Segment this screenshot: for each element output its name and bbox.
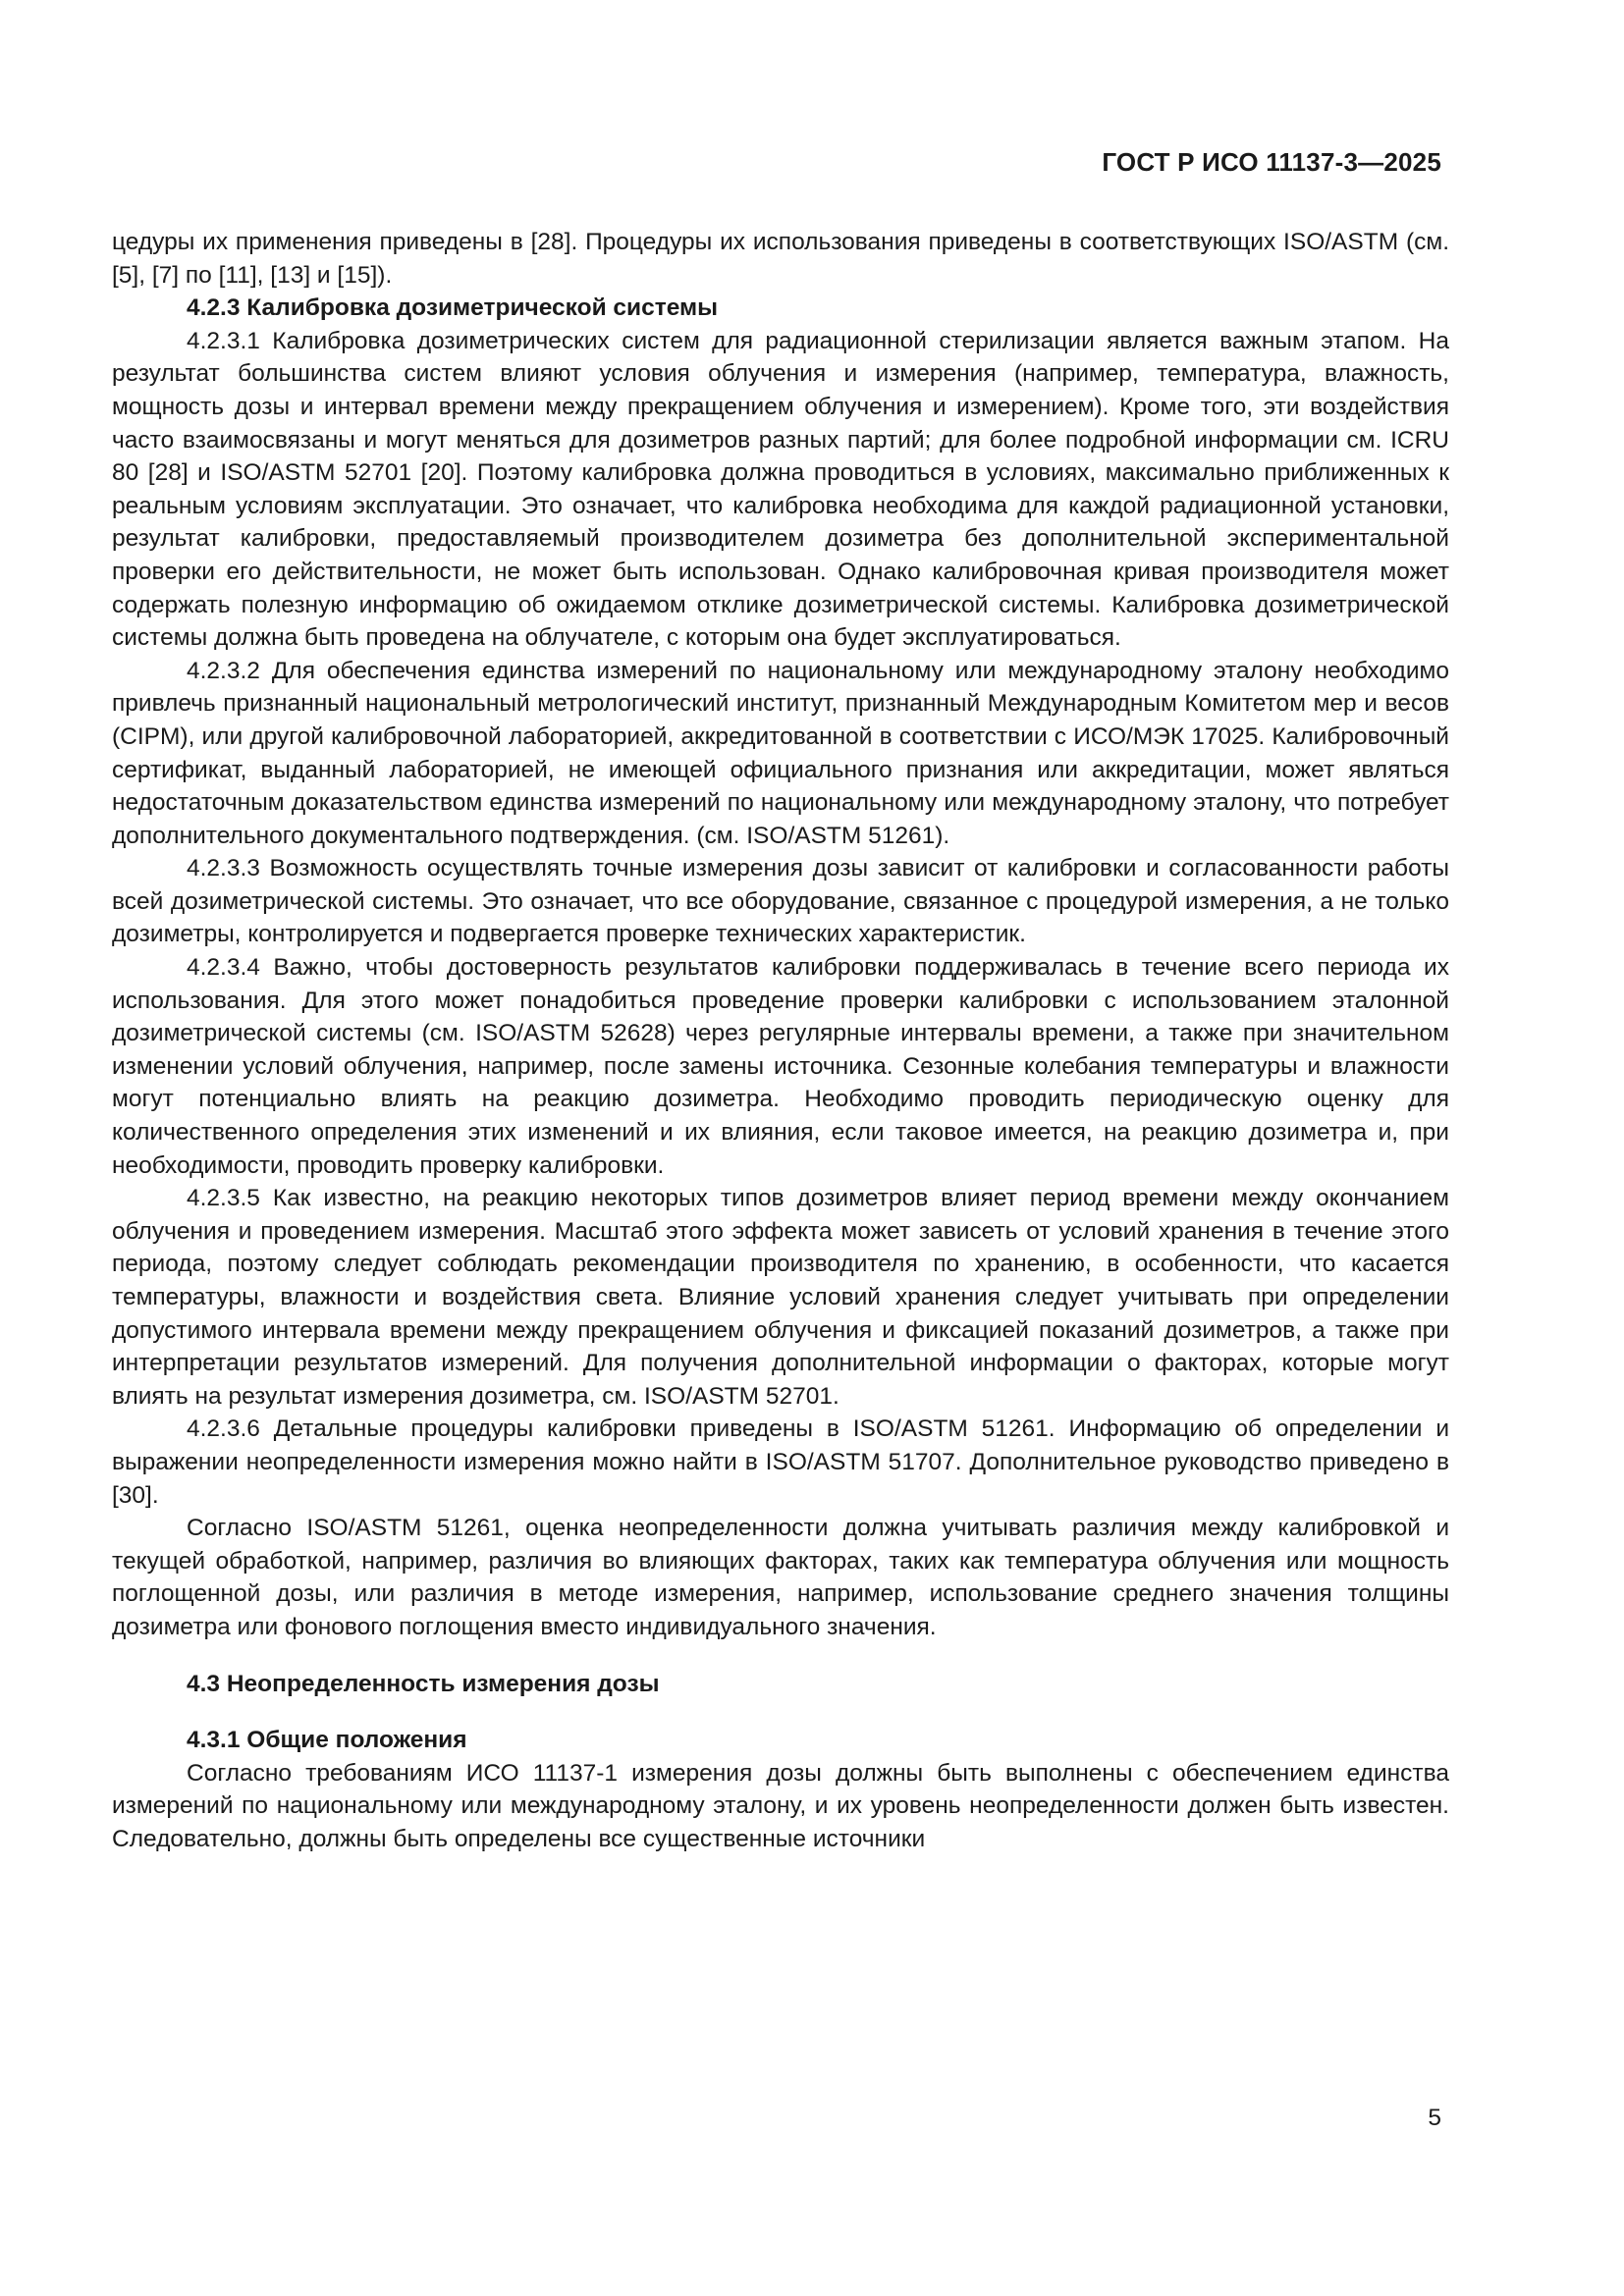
paragraph-4-2-3-2: 4.2.3.2 Для обеспечения единства измерений по национальному или международному эталону необходимо привлечь признанный национальный метрологический институт, признанный Международным Комитетом мер и весов (CIPM), или другой калибровочной лабораторией, аккредитованной в соответствии с ИСО/МЭК 17025. Калибровочный сертификат, выданный лабораторией, не имеющей официального признания или аккредитации, может являться недостаточным доказательством единства измерений по национальному или международному эталону, что потребует дополнительного документального подтверждения. (см. ISO/ASTM 51261). (112, 657, 1449, 849)
section-heading-4-2-3: 4.2.3 Калибровка дозиметрической системы (187, 294, 719, 322)
document-body (112, 226, 1449, 1856)
section-heading-4-3-1: 4.3.1 Общие положения (187, 1727, 467, 1754)
section-heading-4-3: 4.3 Неопределенность измерения дозы (187, 1670, 660, 1697)
paragraph-4-2-3-3: 4.2.3.3 Возможность осуществлять точные измерения дозы зависит от калибровки и согласованности работы всей дозиметрической системы. Это означает, что все оборудование, связанное с процедурой измерения, а не только дозиметры, контролируется и подвергается проверке технических характеристик. (112, 855, 1449, 948)
page-number: 5 (1428, 2105, 1441, 2131)
paragraph-4-2-3-6: 4.2.3.6 Детальные процедуры калибровки приведены в ISO/ASTM 51261. Информацию об определении и выражении неопределенности измерения можно найти в ISO/ASTM 51707. Дополнительное руководство приведено в [30]. (112, 1415, 1449, 1509)
paragraph-4-3-1: Согласно требованиям ИСО 11137-1 измерения дозы должны быть выполнены с обеспечением единства измерений по национальному или международному эталону, и их уровень неопределенности должен быть известен. Следовательно, должны быть определены все существенные источники (112, 1759, 1449, 1852)
paragraph-4-2-3-5: 4.2.3.5 Как известно, на реакцию некоторых типов дозиметров влияет период времени между окончанием облучения и проведением измерения. Масштаб этого эффекта может зависеть от условий хранения в течение этого периода, поэтому следует соблюдать рекомендации производителя по хранению, в особенности, что касается температуры, влажности и воздействия света. Влияние условий хранения следует учитывать при определении допустимого интервала времени между прекращением облучения и фиксацией показаний дозиметров, а также при интерпретации результатов измерений. Для получения дополнительной информации о факторах, которые могут влиять на результат измерения дозиметра, см. ISO/ASTM 52701. (112, 1185, 1449, 1410)
paragraph-uncertainty-calibration: Согласно ISO/ASTM 51261, оценка неопределенности должна учитывать различия между калибровкой и текущей обработкой, например, различия во влияющих факторах, таких как температура облучения или мощность поглощенной дозы, или различия в методе измерения, например, использование среднего значения толщины дозиметра или фонового поглощения вместо индивидуального значения. (112, 1515, 1449, 1640)
document-code-header: ГОСТ Р ИСО 11137-3—2025 (1102, 147, 1441, 177)
paragraph-4-2-3-4: 4.2.3.4 Важно, чтобы достоверность результатов калибровки поддерживалась в течение всего периода их использования. Для этого может понадобиться проведение проверки калибровки с использованием эталонной дозиметрической системы (см. ISO/ASTM 52628) через регулярные интервалы времени, а также при значительном изменении условий облучения, например, после замены источника. Сезонные колебания температуры и влажности могут потенциально влиять на реакцию дозиметра. Необходимо проводить периодическую оценку для количественного определения этих изменений и их влияния, если таковое имеется, на реакцию дозиметра и, при необходимости, проводить проверку калибровки. (112, 954, 1449, 1179)
paragraph-4-2-3-1: 4.2.3.1 Калибровка дозиметрических систем для радиационной стерилизации является важным этапом. На результат большинства систем влияют условия облучения и измерения (например, температура, влажность, мощность дозы и интервал времени между прекращением облучения и измерением). Кроме того, эти воздействия часто взаимосвязаны и могут меняться для дозиметров разных партий; для более подробной информации см. ICRU 80 [28] и ISO/ASTM 52701 [20]. Поэтому калибровка должна проводиться в условиях, максимально приближенных к реальным условиям эксплуатации. Это означает, что калибровка необходима для каждой радиационной установки, результат калибровки, предоставляемый производителем дозиметра без дополнительной экспериментальной проверки его действительности, не может быть использован. Однако калибровочная кривая производителя может содержать полезную информацию об ожидаемом отклике дозиметрической системы. Калибровка дозиметрической системы должна быть проведена на облучателе, с которым она будет эксплуатироваться. (112, 327, 1449, 652)
paragraph-continuation: цедуры их применения приведены в [28]. Процедуры их использования приведены в соответствующих ISO/ASTM (см. [5], [7] по [11], [13] и [15]). (112, 229, 1449, 289)
